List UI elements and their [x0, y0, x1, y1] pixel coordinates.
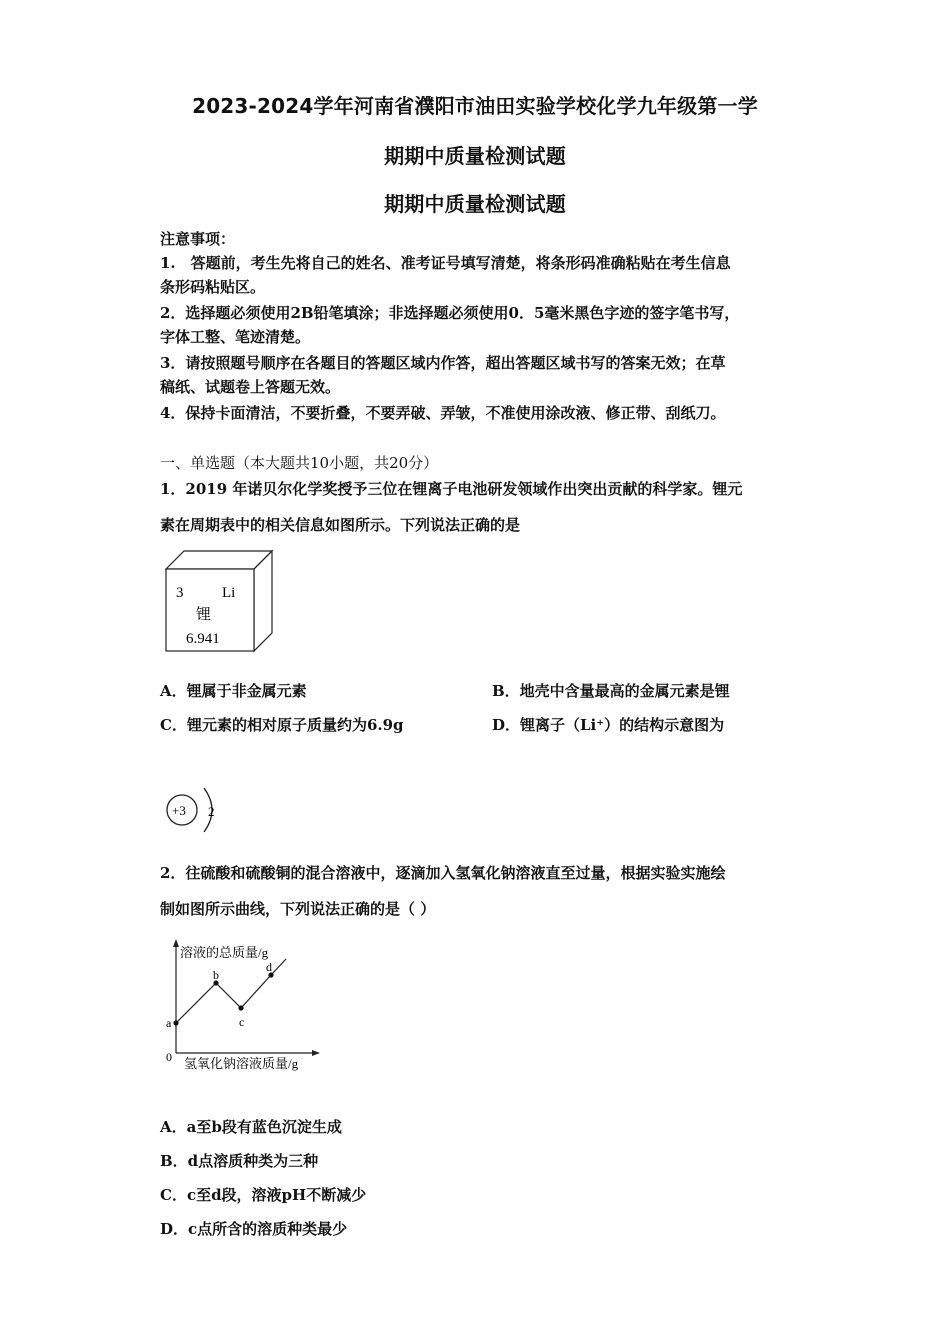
q1-option-b[interactable]: B．地壳中含量最高的金属元素是锂	[492, 682, 730, 700]
q1-stem-line1: 1．2019 年诺贝尔化学奖授予三位在锂离子电池研发领域作出突出贡献的科学家。锂元	[160, 480, 743, 498]
notice-item: 字体工整、笔迹清楚。	[160, 328, 311, 346]
point-a	[173, 1020, 178, 1025]
y-axis-arrow	[173, 939, 179, 947]
q1-stem-line2: 素在周期表中的相关信息如图所示。下列说法正确的是	[160, 516, 521, 534]
element-number: 3	[176, 585, 184, 601]
notice-item: 4．保持卡面清洁，不要折叠，不要弄破、弄皱，不准使用涂改液、修正带、刮纸刀。	[160, 404, 726, 422]
point-label-d: d	[266, 960, 272, 974]
notice-item: 2．选择题必须使用2B铅笔填涂；非选择题必须使用0．5毫米黑色字迹的签字笔书写，	[160, 304, 740, 322]
q2-stem-line1: 2．往硫酸和硫酸铜的混合溶液中，逐滴加入氢氧化钠溶液直至过量，根据实验实施绘	[160, 864, 726, 882]
notice-item: 条形码粘贴区。	[160, 278, 266, 296]
q2-option-a[interactable]: A．a至b段有蓝色沉淀生成	[160, 1118, 342, 1136]
point-c	[238, 1005, 243, 1010]
q1-option-d[interactable]: D．锂离子（Li⁺）的结构示意图为	[492, 716, 725, 734]
solution-mass-chart	[158, 935, 338, 1075]
q2-option-b[interactable]: B．d点溶质种类为三种	[160, 1152, 319, 1170]
x-axis-label: 氢氧化钠溶液质量/g	[184, 1056, 299, 1071]
section-heading: 一、单选题（本大题共10小题，共20分）	[160, 454, 439, 472]
y-axis-label: 溶液的总质量/g	[180, 945, 269, 960]
lithium-ion-diagram	[160, 780, 230, 840]
point-label-b: b	[213, 968, 219, 982]
exam-title-line1: 2023-2024学年河南省濮阳市油田实验学校化学九年级第一学	[192, 94, 758, 118]
point-label-c: c	[239, 1015, 245, 1029]
q1-option-a[interactable]: A．锂属于非金属元素	[160, 682, 307, 700]
point-label-a: a	[166, 1016, 172, 1030]
nucleus-charge: +3	[172, 803, 186, 818]
exam-title-line2: 期期中质量检测试题	[384, 144, 566, 168]
notice-item: 1. 答题前，考生先将自己的姓名、准考证号填写清楚，将条形码准确粘贴在考生信息	[160, 254, 731, 272]
q1-option-c[interactable]: C．锂元素的相对原子质量约为6.9g	[160, 716, 404, 734]
element-name: 锂	[196, 607, 212, 623]
lithium-element-card	[160, 545, 280, 657]
element-symbol: Li	[222, 585, 236, 601]
q2-option-c[interactable]: C．c至d段，溶液pH不断减少	[160, 1186, 367, 1204]
q2-stem-line2: 制如图所示曲线，下列说法正确的是（ ）	[160, 900, 436, 918]
notice-item: 稿纸、试题卷上答题无效。	[160, 378, 341, 396]
notice-item: 3．请按照题号顺序在各题目的答题区域内作答，超出答题区域书写的答案无效；在草	[160, 354, 726, 372]
exam-title-line3: 期期中质量检测试题	[384, 192, 566, 216]
x-axis-arrow	[312, 1050, 320, 1056]
element-mass: 6.941	[186, 631, 220, 647]
origin-label: 0	[166, 1050, 172, 1064]
notice-heading: 注意事项：	[160, 230, 236, 248]
q2-option-d[interactable]: D．c点所含的溶质种类最少	[160, 1220, 348, 1238]
shell-electrons: 2	[208, 804, 215, 819]
